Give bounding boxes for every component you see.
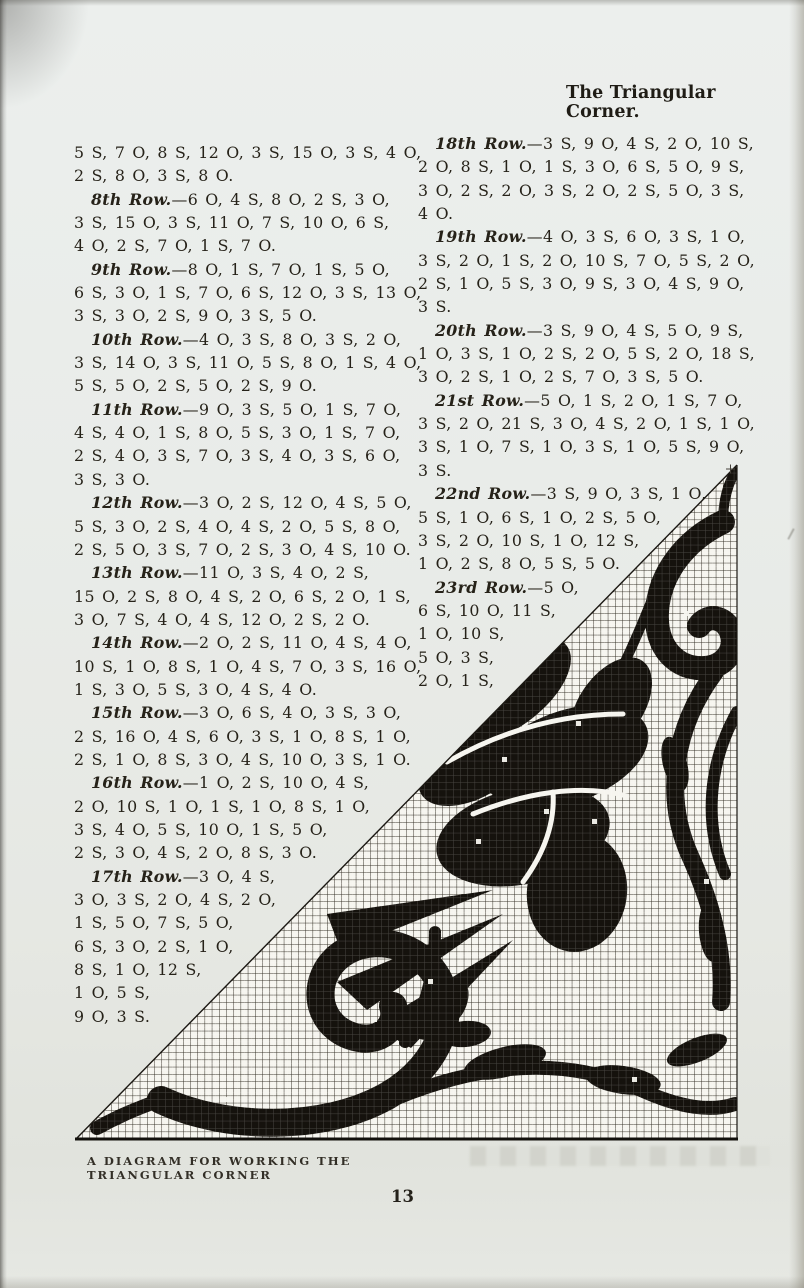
row-text: 3 S, 2 O, 21 S, 3 O, 4 S, 2 O, 1 S, 1 O,: [418, 414, 756, 434]
pattern-line: [418, 321, 754, 344]
row-text: 2 S, 16 O, 4 S, 6 O, 3 S, 1 O, 8 S, 1 O,: [74, 726, 412, 746]
row-label: 11th Row.: [91, 399, 183, 419]
row-text: —5 O, 1 S, 2 O, 1 S, 7 O,: [524, 390, 743, 410]
row-text: 9 O, 3 S.: [74, 1006, 151, 1026]
row-text: 5 S, 3 O, 2 S, 4 O, 4 S, 2 O, 5 S, 8 O,: [74, 516, 401, 536]
pattern-line: [418, 344, 754, 367]
pattern-line: [74, 213, 419, 236]
row-text: 2 O, 1 S,: [418, 670, 495, 690]
pattern-line: [74, 423, 419, 446]
row-text: —1 O, 2 S, 10 O, 4 S,: [182, 773, 370, 793]
row-text: 10 S, 1 O, 8 S, 1 O, 4 S, 7 O, 3 S, 16 O,: [74, 656, 422, 676]
row-text: 2 S, 3 O, 4 S, 2 O, 8 S, 3 O.: [74, 843, 318, 863]
row-text: 3 O, 2 S, 2 O, 3 S, 2 O, 2 S, 5 O, 3 S,: [418, 180, 745, 200]
pattern-line: [418, 274, 754, 297]
row-text: 4 O, 2 S, 7 O, 1 S, 7 O.: [74, 236, 277, 256]
row-text: 2 O, 10 S, 1 O, 1 S, 1 O, 8 S, 1 O,: [74, 796, 371, 816]
pattern-line: [74, 330, 419, 353]
row-text: 1 O, 5 S,: [74, 983, 151, 1003]
diagram-caption-line2: TRIANGULAR CORNER: [87, 1167, 272, 1182]
row-text: 3 O, 3 S, 2 O, 4 S, 2 O,: [74, 890, 277, 909]
row-label: 12th Row.: [91, 493, 183, 513]
pattern-line: [418, 134, 754, 157]
pattern-line: [74, 190, 419, 213]
pattern-line: [74, 236, 419, 259]
row-text: —8 O, 1 S, 7 O, 1 S, 5 O,: [171, 259, 391, 279]
row-text: 2 S, 1 O, 5 S, 3 O, 9 S, 3 O, 4 S, 9 O,: [418, 274, 745, 294]
row-text: —3 O, 6 S, 4 O, 3 S, 3 O,: [182, 703, 402, 723]
page-title: [566, 84, 716, 121]
row-label: 17th Row.: [91, 866, 183, 886]
row-text: 5 S, 1 O, 6 S, 1 O, 2 S, 5 O,: [418, 507, 662, 527]
row-text: 6 S, 3 O, 1 S, 7 O, 6 S, 12 O, 3 S, 13 O,: [74, 283, 422, 303]
row-text: 1 O, 10 S,: [418, 624, 505, 644]
row-text: —6 O, 4 S, 8 O, 2 S, 3 O,: [171, 189, 391, 209]
pattern-line: [74, 306, 419, 329]
row-label: 20th Row.: [435, 320, 527, 340]
row-label: 10th Row.: [91, 329, 183, 349]
row-label: 19th Row.: [435, 227, 527, 247]
row-text: 3 O, 7 S, 4 O, 4 S, 12 O, 2 S, 2 O.: [74, 609, 371, 629]
pattern-line: [74, 260, 419, 283]
pattern-line: [418, 414, 754, 437]
page-title-line2: Corner.: [566, 101, 640, 122]
row-text: 3 S, 15 O, 3 S, 11 O, 7 S, 10 O, 6 S,: [74, 213, 390, 233]
row-text: 1 S, 3 O, 5 S, 3 O, 4 S, 4 O.: [74, 679, 318, 699]
page-title-line1: The Triangular: [566, 83, 716, 103]
row-text: 3 S, 4 O, 5 S, 10 O, 1 S, 5 O,: [74, 819, 328, 839]
row-text: 6 S, 10 O, 11 S,: [418, 600, 557, 620]
pattern-line: [418, 297, 754, 320]
row-text: 1 O, 2 S, 8 O, 5 S, 5 O.: [418, 554, 621, 574]
pattern-line: [418, 204, 754, 227]
row-label: 21st Row.: [435, 390, 525, 410]
row-text: —4 O, 3 S, 6 O, 3 S, 1 O,: [526, 227, 746, 247]
row-label: 15th Row.: [91, 703, 183, 723]
row-label: 8th Row.: [91, 189, 172, 209]
row-text: 5 S, 7 O, 8 S, 12 O, 3 S, 15 O, 3 S, 4 O,: [74, 143, 422, 162]
page-edge-right: [789, 0, 804, 1288]
row-text: 3 S, 3 O.: [74, 469, 151, 489]
row-text: 8 S, 1 O, 12 S,: [74, 960, 202, 980]
row-label: 16th Row.: [91, 773, 183, 793]
row-label: 14th Row.: [91, 633, 183, 653]
stray-pen-mark: [787, 528, 794, 540]
row-text: 15 O, 2 S, 8 O, 4 S, 2 O, 6 S, 2 O, 1 S,: [74, 586, 412, 606]
filet-crochet-diagram: [75, 462, 738, 1142]
pattern-line: [74, 166, 419, 189]
row-text: 3 S, 14 O, 3 S, 11 O, 5 S, 8 O, 1 S, 4 O,: [74, 353, 422, 373]
row-text: 2 S, 5 O, 3 S, 7 O, 2 S, 3 O, 4 S, 10 O.: [74, 539, 412, 559]
pattern-line: [74, 353, 422, 376]
row-text: 5 S, 5 O, 2 S, 5 O, 2 S, 9 O.: [74, 376, 318, 396]
row-text: 3 S.: [418, 297, 452, 317]
row-text: 3 S, 1 O, 7 S, 1 O, 3 S, 1 O, 5 S, 9 O,: [418, 437, 745, 457]
pattern-line: [418, 227, 754, 250]
row-text: —3 S, 9 O, 4 S, 2 O, 10 S,: [526, 134, 755, 153]
bleed-through-ghost: [470, 1146, 770, 1166]
pattern-line: [74, 400, 419, 423]
row-text: —3 O, 2 S, 12 O, 4 S, 5 O,: [182, 493, 412, 513]
row-text: —3 S, 9 O, 3 S, 1 O,: [530, 484, 707, 504]
row-text: 2 S, 1 O, 8 S, 3 O, 4 S, 10 O, 3 S, 1 O.: [74, 749, 412, 769]
row-text: 1 S, 5 O, 7 S, 5 O,: [74, 913, 234, 933]
row-text: 3 S, 2 O, 10 S, 1 O, 12 S,: [418, 530, 640, 550]
row-text: 4 S, 4 O, 1 S, 8 O, 5 S, 3 O, 1 S, 7 O,: [74, 423, 401, 443]
row-text: 3 O, 2 S, 1 O, 2 S, 7 O, 3 S, 5 O.: [418, 367, 704, 387]
row-text: 3 S, 2 O, 1 S, 2 O, 10 S, 7 O, 5 S, 2 O,: [418, 250, 756, 270]
row-text: 6 S, 3 O, 2 S, 1 O,: [74, 936, 234, 956]
pattern-line: [418, 181, 754, 204]
row-text: 2 S, 8 O, 3 S, 8 O.: [74, 166, 234, 186]
row-text: —3 O, 4 S,: [182, 866, 276, 886]
diagram-caption: [87, 1155, 351, 1182]
row-text: 4 O.: [418, 204, 454, 224]
page-edge-left: [0, 0, 7, 1288]
row-label: 13th Row.: [91, 563, 183, 583]
pattern-line: [418, 367, 754, 390]
diagram-caption-line1: A DIAGRAM FOR WORKING THE: [87, 1154, 352, 1168]
pattern-line: [418, 157, 754, 180]
row-text: —5 O,: [527, 577, 580, 597]
row-text: 2 O, 8 S, 1 O, 1 S, 3 O, 6 S, 5 O, 9 S,: [418, 157, 745, 177]
row-text: 3 S, 3 O, 2 S, 9 O, 3 S, 5 O.: [74, 306, 318, 326]
page-number: 13: [391, 1187, 414, 1206]
row-label: 9th Row.: [91, 259, 172, 279]
page-edge-top: [0, 0, 804, 6]
pattern-line: [418, 391, 754, 414]
row-text: —3 S, 9 O, 4 S, 5 O, 9 S,: [526, 320, 744, 340]
row-text: 2 S, 4 O, 3 S, 7 O, 3 S, 4 O, 3 S, 6 O,: [74, 446, 401, 466]
pattern-line: [74, 143, 422, 166]
pattern-line: [418, 437, 754, 460]
row-text: 5 O, 3 S,: [418, 647, 495, 667]
row-text: —4 O, 3 S, 8 O, 3 S, 2 O,: [182, 329, 402, 349]
pattern-line: [74, 376, 419, 399]
page-corner-shadow: [0, 0, 90, 110]
pattern-line: [74, 283, 422, 306]
page-edge-bottom: [0, 1276, 804, 1288]
row-text: —9 O, 3 S, 5 O, 1 S, 7 O,: [182, 399, 402, 419]
row-text: —2 O, 2 S, 11 O, 4 S, 4 O,: [182, 633, 412, 653]
row-text: 3 S.: [418, 460, 452, 480]
row-text: —11 O, 3 S, 4 O, 2 S,: [182, 563, 370, 583]
row-label: 23rd Row.: [435, 577, 528, 597]
row-label: 18th Row.: [435, 134, 527, 153]
row-label: 22nd Row.: [435, 484, 531, 504]
row-text: 1 O, 3 S, 1 O, 2 S, 2 O, 5 S, 2 O, 18 S,: [418, 344, 756, 364]
pattern-line: [418, 251, 754, 274]
